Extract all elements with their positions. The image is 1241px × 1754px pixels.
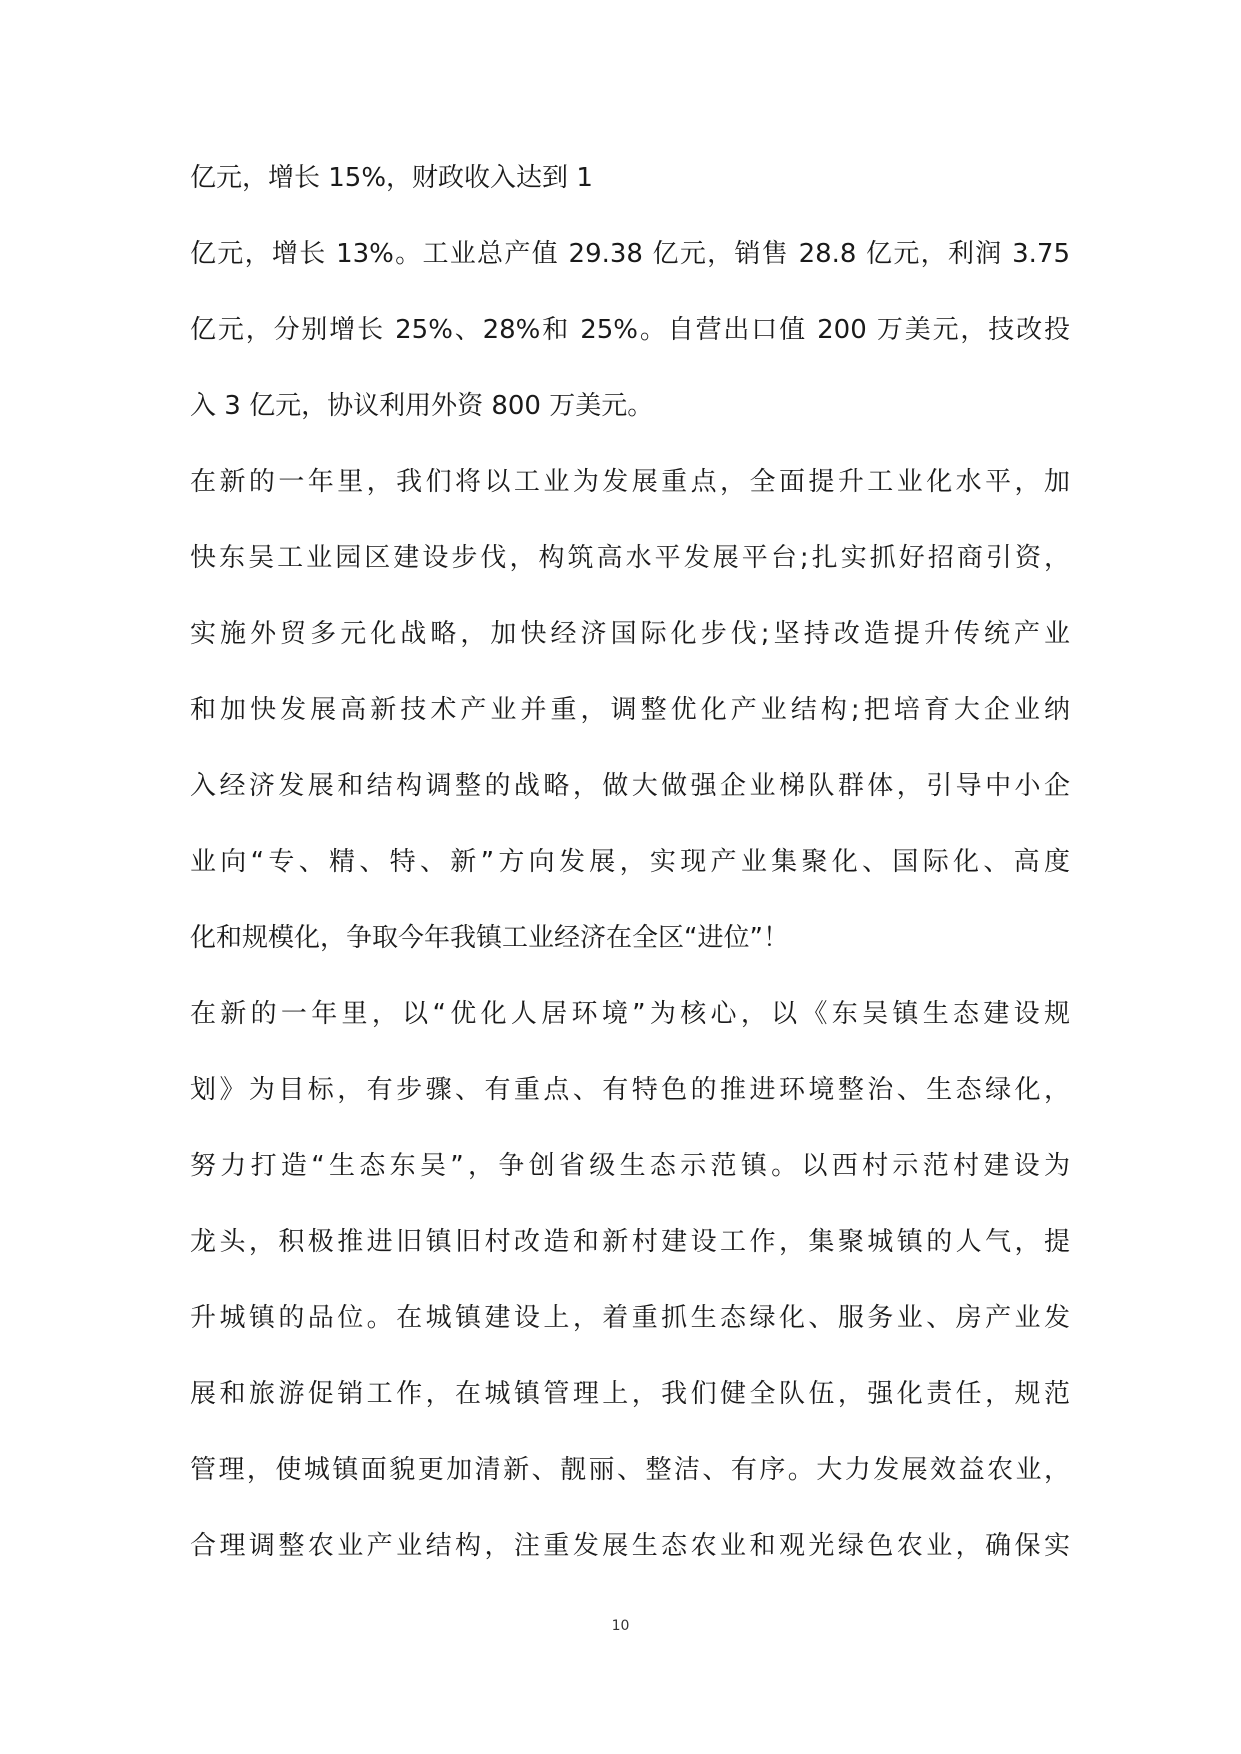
text-line: 和加快发展高新技术产业并重，调整优化产业结构;把培育大企业纳	[190, 695, 1070, 725]
text-line: 合理调整农业产业结构，注重发展生态农业和观光绿色农业，确保实	[190, 1531, 1070, 1561]
page-number: 10	[611, 1618, 630, 1634]
text-line: 化和规模化，争取今年我镇工业经济在全区“进位”！	[190, 923, 789, 953]
text-line: 快东吴工业园区建设步伐，构筑高水平发展平台;扎实抓好招商引资，	[190, 543, 1070, 573]
text-line: 在新的一年里，我们将以工业为发展重点，全面提升工业化水平，加	[190, 467, 1070, 497]
text-line: 努力打造“生态东吴”，争创省级生态示范镇。以西村示范村建设为	[190, 1151, 1070, 1181]
text-line: 亿元，增长 15%，财政收入达到 1	[190, 163, 593, 193]
text-line: 实施外贸多元化战略，加快经济国际化步伐;坚持改造提升传统产业	[190, 619, 1070, 649]
text-line: 管理，使城镇面貌更加清新、靓丽、整洁、有序。大力发展效益农业，	[190, 1455, 1070, 1485]
text-line: 亿元，分别增长 25%、28%和 25%。自营出口值 200 万美元，技改投	[190, 315, 1070, 345]
text-line: 在新的一年里，以“优化人居环境”为核心，以《东吴镇生态建设规	[190, 999, 1070, 1029]
text-line: 入 3 亿元，协议利用外资 800 万美元。	[190, 391, 654, 421]
text-line: 龙头，积极推进旧镇旧村改造和新村建设工作，集聚城镇的人气，提	[190, 1227, 1070, 1257]
text-line: 划》为目标，有步骤、有重点、有特色的推进环境整治、生态绿化，	[190, 1075, 1070, 1105]
text-line: 入经济发展和结构调整的战略，做大做强企业梯队群体，引导中小企	[190, 771, 1070, 801]
body-text	[190, 140, 1070, 1584]
text-line: 业向“专、精、特、新”方向发展，实现产业集聚化、国际化、高度	[190, 847, 1070, 877]
text-line: 亿元，增长 13%。工业总产值 29.38 亿元，销售 28.8 亿元，利润 3.75	[190, 239, 1070, 269]
text-line: 展和旅游促销工作，在城镇管理上，我们健全队伍，强化责任，规范	[190, 1379, 1070, 1409]
text-line: 升城镇的品位。在城镇建设上，着重抓生态绿化、服务业、房产业发	[190, 1303, 1070, 1333]
